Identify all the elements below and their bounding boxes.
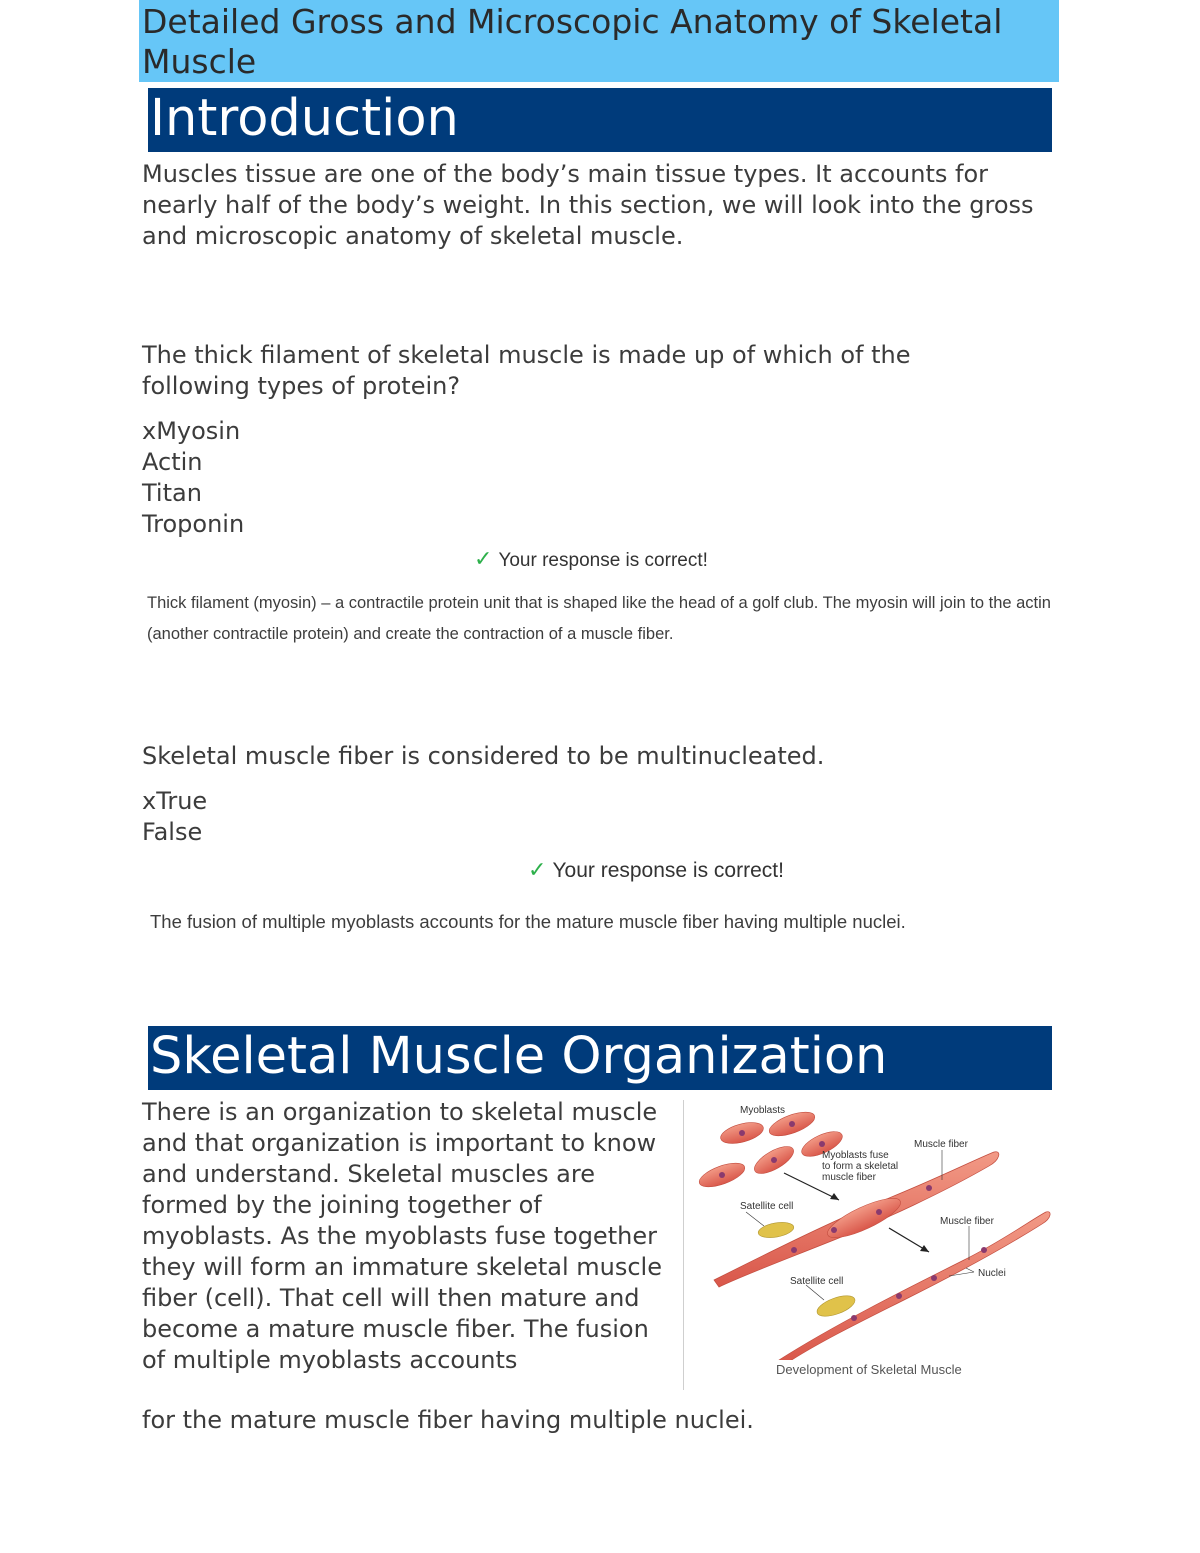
option-titan: Titan — [142, 479, 202, 507]
checkmark-icon: ✓ — [474, 546, 493, 571]
question-1-prompt: The thick filament of skeletal muscle is made up of which of the following types of protein? — [142, 341, 911, 400]
intro-paragraph: Muscles tissue are one of the body’s main tissue types. It accounts for nearly half of the body’s weight. In this section, we will look into the gross and microscopic anatomy of skeletal muscle. — [142, 160, 1034, 250]
section-heading-introduction: Introduction — [148, 88, 1052, 152]
question-2-feedback — [528, 857, 784, 883]
organization-paragraph-tail: for the mature muscle fiber having multiple nuclei. — [142, 1406, 754, 1434]
label-satellite-cell-1: Satellite cell — [740, 1201, 794, 1212]
section-heading-organization: Skeletal Muscle Organization — [148, 1026, 1052, 1090]
option-true: xTrue — [142, 787, 208, 815]
question-1-options — [142, 416, 244, 540]
option-false: False — [142, 818, 203, 846]
feedback-text: Your response is correct! — [552, 859, 784, 882]
option-myosin: xMyosin — [142, 417, 241, 445]
question-2-prompt: Skeletal muscle fiber is considered to be multinucleated. — [142, 742, 825, 770]
label-muscle-fiber-2: Muscle fiber — [940, 1216, 994, 1227]
feedback-text: Your response is correct! — [498, 550, 708, 571]
question-2-explanation: The fusion of multiple myoblasts accounts for the mature muscle fiber having multiple nuclei. — [150, 911, 906, 932]
question-1-feedback — [474, 546, 708, 572]
checkmark-icon: ✓ — [528, 857, 547, 882]
label-muscle-fiber-1: Muscle fiber — [914, 1139, 968, 1150]
question-2-options — [142, 786, 207, 848]
figure-caption: Development of Skeletal Muscle — [776, 1362, 962, 1377]
muscle-development-illustration — [684, 1100, 1064, 1360]
label-myoblasts: Myoblasts — [740, 1105, 786, 1116]
label-satellite-cell-2: Satellite cell — [790, 1276, 844, 1287]
label-muscle-fiber-caption: muscle fiber — [822, 1172, 876, 1183]
muscle-development-figure — [683, 1100, 1064, 1390]
question-1-explanation: Thick filament (myosin) – a contractile protein unit that is shaped like the head of a golf club. The myosin will join to the actin (another contractile protein) and create the contraction of a muscle fiber. — [147, 594, 1051, 643]
document-title: Detailed Gross and Microscopic Anatomy of Skeletal Muscle — [139, 0, 1059, 82]
option-troponin: Troponin — [142, 510, 245, 538]
label-to-form-skeletal: to form a skeletal — [822, 1161, 899, 1172]
label-myoblasts-fuse: Myoblasts fuse — [822, 1150, 889, 1161]
option-actin: Actin — [142, 448, 203, 476]
organization-paragraph: There is an organization to skeletal muscle and that organization is important to know and understand. Skeletal muscles are formed by the joining together of myoblasts. As the myoblasts fuse together they will form an immature skeletal muscle fiber (cell). That cell will then mature and become a mature muscle fiber. The fusion of multiple myoblasts accounts — [142, 1098, 662, 1374]
label-nuclei: Nuclei — [978, 1268, 1006, 1279]
